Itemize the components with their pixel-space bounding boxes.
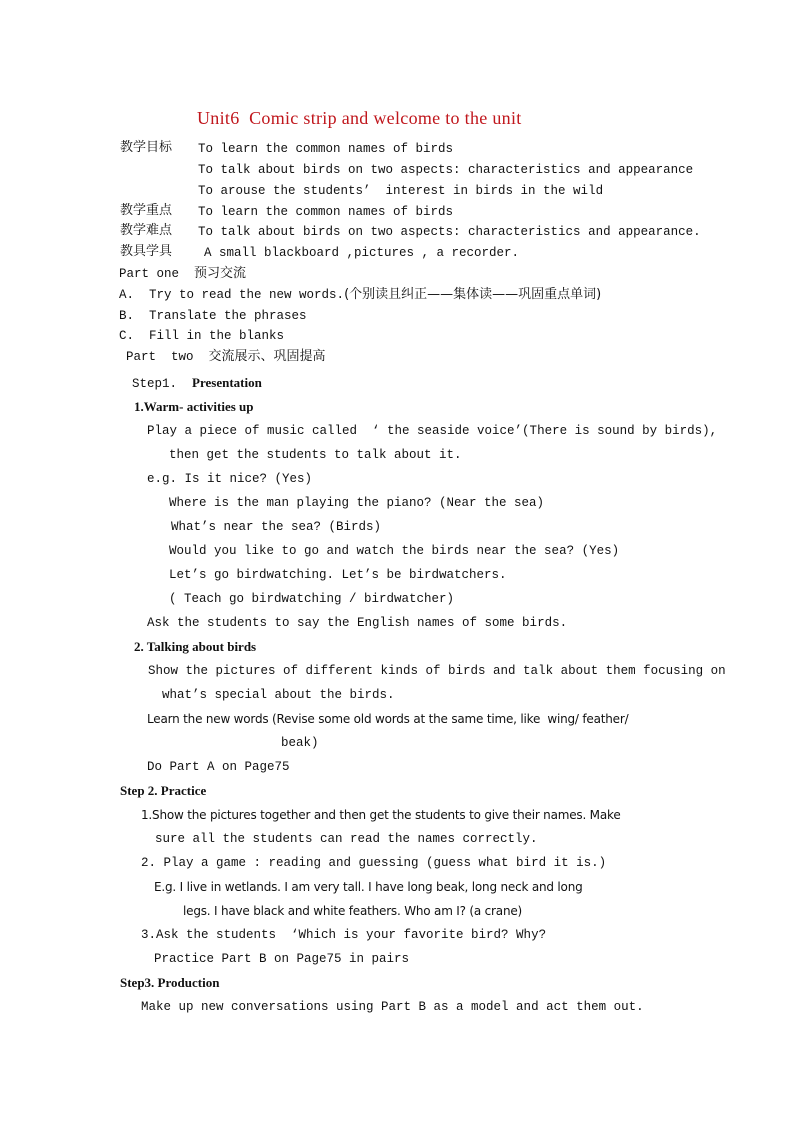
part-one-title-cn: 预习交流 bbox=[194, 266, 247, 281]
item-text: Fill in the blanks bbox=[149, 329, 285, 343]
objectives-label: 教学目标 bbox=[120, 140, 173, 155]
item-letter: C. bbox=[119, 329, 135, 343]
step3-heading: Step3. Production bbox=[120, 975, 220, 990]
key-point-text: To learn the common names of birds bbox=[198, 205, 454, 219]
key-point-label: 教学重点 bbox=[120, 203, 173, 218]
warm-up-heading: 1.Warm- activities up bbox=[134, 399, 254, 414]
step2-line: 1.Show the pictures together and then get the students to give their names. Make bbox=[141, 808, 621, 822]
warm-up-line: then get the students to talk about it. bbox=[169, 448, 462, 462]
step2-line: sure all the students can read the names correctly. bbox=[155, 832, 538, 846]
warm-up-line: Play a piece of music called ‘ the seaside voice’(There is sound by birds), bbox=[147, 424, 718, 438]
talking-line: Show the pictures of different kinds of birds and talk about them focusing on bbox=[148, 664, 726, 678]
step1-label: Step1. bbox=[132, 377, 178, 391]
talking-line: Do Part A on Page75 bbox=[147, 760, 290, 774]
aids-label: 教具学具 bbox=[120, 244, 173, 259]
part-one-title: Part one bbox=[119, 267, 180, 281]
warm-up-line: Ask the students to say the English names of some birds. bbox=[147, 616, 568, 630]
step2-line: legs. I have black and white feathers. Who am I? (a crane) bbox=[183, 904, 523, 918]
part-one-heading bbox=[119, 266, 246, 282]
step1-heading bbox=[132, 375, 262, 392]
part-one-item-a bbox=[119, 287, 601, 303]
step2-heading: Step 2. Practice bbox=[120, 783, 207, 798]
difficult-point-label: 教学难点 bbox=[120, 223, 173, 238]
talking-heading: 2. Talking about birds bbox=[134, 639, 257, 654]
step2-line: 3.Ask the students ‘Which is your favorite bird? Why? bbox=[141, 928, 547, 942]
warm-up-line: e.g. Is it nice? (Yes) bbox=[147, 472, 313, 486]
warm-up-line: Where is the man playing the piano? (Near the sea) bbox=[169, 496, 545, 510]
item-text: Translate the phrases bbox=[149, 309, 307, 323]
part-one-item-c bbox=[119, 328, 284, 344]
part-one-item-b bbox=[119, 308, 307, 324]
objective-line: To arouse the students’ interest in birds in the wild bbox=[198, 184, 604, 198]
item-letter: B. bbox=[119, 309, 135, 323]
warm-up-line: ( Teach go birdwatching / birdwatcher) bbox=[169, 592, 455, 606]
talking-line: beak) bbox=[281, 736, 319, 750]
item-text: Try to read the new words. bbox=[149, 288, 345, 302]
part-two-title: Part two bbox=[126, 350, 194, 364]
warm-up-line: Would you like to go and watch the birds near the sea? (Yes) bbox=[169, 544, 620, 558]
aids-text: A small blackboard ,pictures , a recorder. bbox=[204, 246, 520, 260]
step2-line: E.g. I live in wetlands. I am very tall. I have long beak, long neck and long bbox=[154, 880, 583, 894]
objective-line: To learn the common names of birds bbox=[198, 142, 454, 156]
difficult-point-text: To talk about birds on two aspects: characteristics and appearance. bbox=[198, 225, 701, 239]
warm-up-line: What’s near the sea? (Birds) bbox=[171, 520, 382, 534]
part-two-title-cn: 交流展示、巩固提高 bbox=[208, 349, 326, 364]
item-note: (个别读且纠正——集体读——巩固重点单词) bbox=[344, 287, 602, 302]
objective-line: To talk about birds on two aspects: characteristics and appearance bbox=[198, 163, 694, 177]
talking-line: Learn the new words (Revise some old words at the same time, like wing/ feather/ bbox=[147, 712, 629, 726]
step1-title: Presentation bbox=[192, 375, 262, 390]
page-title: Unit6 Comic strip and welcome to the unit bbox=[197, 108, 522, 128]
step2-line: 2. Play a game : reading and guessing (guess what bird it is.) bbox=[141, 856, 607, 870]
talking-line: what’s special about the birds. bbox=[162, 688, 395, 702]
item-letter: A. bbox=[119, 288, 135, 302]
step3-line: Make up new conversations using Part B as a model and act them out. bbox=[141, 1000, 644, 1014]
part-two-heading bbox=[126, 349, 326, 365]
warm-up-line: Let’s go birdwatching. Let’s be birdwatchers. bbox=[169, 568, 507, 582]
step2-line: Practice Part B on Page75 in pairs bbox=[154, 952, 410, 966]
